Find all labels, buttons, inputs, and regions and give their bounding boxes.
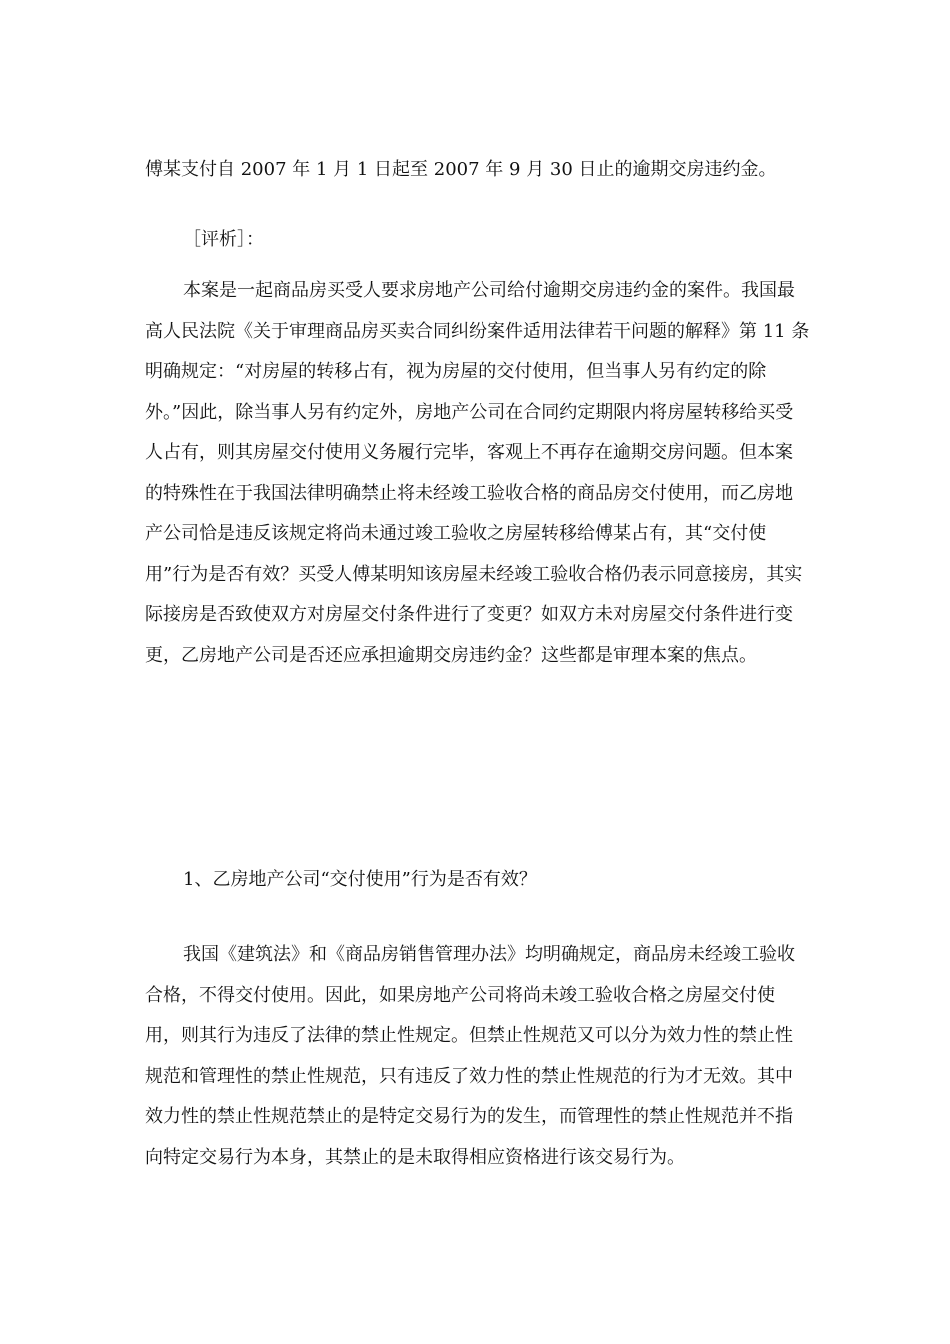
paragraph-penalty-period: 傅某支付自 2007 年 1 月 1 日起至 2007 年 9 月 30 日止的逾期交房违约金。 xyxy=(145,159,777,180)
section-heading-validity: 1、乙房地产公司“交付使用”行为是否有效？ xyxy=(183,869,537,890)
analysis-heading: ［评析］： xyxy=(183,229,264,250)
paragraph-legal-analysis: 我国《建筑法》和《商品房销售管理办法》均明确规定，商品房未经竣工验收合格，不得交付使用。因此，如果房地产公司将尚未竣工验收合格之房屋交付使用，则其行为违反了法律的禁止性规定。但禁止性规范又可以分为效力性的禁止性规范和管理性的禁止性规范，只有违反了效力性的禁止性规范的行为才无效。其中效力性的禁止性规范禁止的是特定交易行为的发生，而管理性的禁止性规范并不指向特定交易行为本身，其禁止的是未取得相应资格进行该交易行为。 xyxy=(145,944,795,1168)
paragraph-case-summary: 本案是一起商品房买受人要求房地产公司给付逾期交房违约金的案件。我国最高人民法院《关于审理商品房买卖合同纠纷案件适用法律若干问题的解释》第 11 条明确规定：“对房屋的转移占有，视为房屋的交付使用，但当事人另有约定的除外。”因此，除当事人另有约定外，房地产公司在合同约定期限内将房屋转移给买受人占有，则其房屋交付使用义务履行完毕，客观上不再存在逾期交房问题。但本案的特殊性在于我国法律明确禁止将未经竣工验收合格的商品房交付使用，而乙房地产公司恰是违反该规定将尚未通过竣工验收之房屋转移给傅某占有，其“交付使用”行为是否有效？买受人傅某明知该房屋未经竣工验收合格仍表示同意接房，其实际接房是否致使双方对房屋交付条件进行了变更？如双方未对房屋交付条件进行变更，乙房地产公司是否还应承担逾期交房违约金？这些都是审理本案的焦点。 xyxy=(145,280,810,666)
